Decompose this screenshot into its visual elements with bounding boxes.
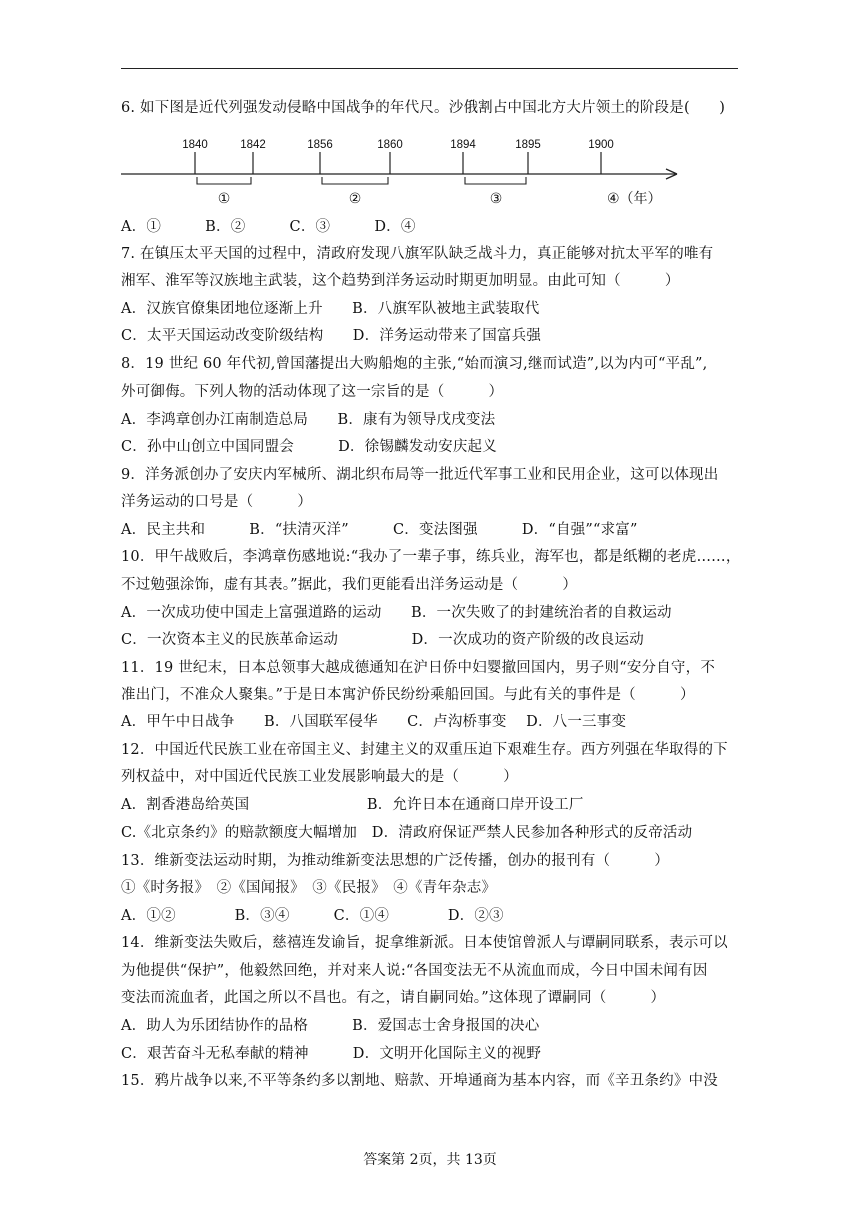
question-7-stem: 湘军、淮军等汉族地主武装，这个趋势到洋务运动时期更加明显。由此可知（ ） — [121, 273, 680, 289]
question-8-options: C．孙中山创立中国同盟会 D．徐锡麟发动安庆起义 — [121, 439, 497, 455]
question-11-options: A．甲午中日战争 B．八国联军侵华 C．卢沟桥事变 D．八一三事变 — [121, 714, 627, 730]
question-13-items: ①《时务报》 ②《国闻报》 ③《民报》 ④《青年杂志》 — [121, 880, 497, 896]
year-label: 1894 — [450, 139, 476, 151]
page-footer: 答案第 2页，共 13页 — [363, 1152, 497, 1168]
question-11-stem: 准出门，不准众人聚集。”于是日本寓沪侨民纷纷乘船回国。与此有关的事件是（ ） — [121, 687, 695, 703]
year-label: 1900 — [588, 139, 614, 151]
stage-label-3: ③ — [489, 190, 503, 206]
year-label: 1860 — [377, 139, 403, 151]
year-label: 1840 — [182, 139, 208, 151]
question-13-stem: 13．维新变法运动时期，为推动维新变法思想的广泛传播，创办的报刊有（ ） — [121, 853, 670, 869]
question-12-stem: 列权益中，对中国近代民族工业发展影响最大的是（ ） — [121, 769, 518, 785]
header-rule — [121, 68, 738, 69]
question-10-options: C．一次资本主义的民族革命运动 D．一次成功的资产阶级的改良运动 — [121, 632, 644, 648]
question-7-options: A．汉族官僚集团地位逐渐上升 B．八旗军队被地主武装取代 — [121, 301, 540, 317]
year-label: 1842 — [240, 139, 266, 151]
question-8-stem: 外可御侮。下列人物的活动体现了这一宗旨的是（ ） — [121, 384, 504, 400]
question-7-stem: 7. 在镇压太平天国的过程中，清政府发现八旗军队缺乏战斗力，真正能够对抗太平军的唯有 — [121, 246, 714, 262]
stage-label-4: ④（年） — [607, 190, 662, 206]
question-14-stem: 14．维新变法失败后，慈禧连发谕旨，捉拿维新派。日本使馆曾派人与谭嗣同联系，表示可以 — [121, 935, 728, 951]
question-7-options: C．太平天国运动改变阶级结构 D．洋务运动带来了国富兵强 — [121, 328, 542, 344]
question-11-stem: 11．19 世纪末，日本总领事大越成德通知在沪日侨中妇婴撤回国内，男子则“安分自守，不 — [121, 660, 716, 676]
question-15-stem: 15．鸦片战争以来,不平等条约多以割地、赔款、开埠通商为基本内容，而《辛丑条约》中没 — [121, 1073, 718, 1089]
question-10-stem: 不过勉强涂饰，虚有其表。”据此，我们更能看出洋务运动是（ ） — [121, 577, 578, 593]
question-14-stem: 为他提供“保护”，他毅然回绝，并对来人说:“各国变法无不从流血而成，今日中国未闻有因 — [121, 963, 708, 979]
timeline-figure — [121, 132, 686, 212]
question-14-stem: 变法而流血者，此国之所以不昌也。有之，请自嗣同始。”这体现了谭嗣同（ ） — [121, 990, 666, 1006]
question-8-stem: 8．19 世纪 60 年代初,曾国藩提出大购船炮的主张,“始而演习,继而试造”,以为内可“平乱”, — [121, 356, 708, 372]
question-9-stem: 洋务运动的口号是（ ） — [121, 494, 313, 510]
question-10-options: A．一次成功使中国走上富强道路的运动 B．一次失败了的封建统治者的自救运动 — [121, 605, 672, 621]
question-10-stem: 10．甲午战败后，李鸿章伤感地说:“我办了一辈子事，练兵业，海军也，都是纸糊的老虎……， — [121, 549, 741, 565]
stage-bracket-3 — [465, 177, 526, 184]
year-label: 1856 — [307, 139, 333, 151]
question-12-options: C.《北京条约》的赔款额度大幅增加 D．清政府保证严禁人民参加各种形式的反帝活动 — [121, 825, 693, 841]
stage-label-2: ② — [348, 190, 362, 206]
stage-label-1: ① — [217, 190, 231, 206]
question-9-options: A．民主共和 B．“扶清灭洋” C．变法图强 D．“自强”“求富” — [121, 522, 638, 538]
question-9-stem: 9．洋务派创办了安庆内军械所、湖北织布局等一批近代军事工业和民用企业，这可以体现出 — [121, 467, 719, 483]
question-8-options: A．李鸿章创办江南制造总局 B．康有为领导戊戌变法 — [121, 412, 496, 428]
question-6-options: A．① B．② C．③ D．④ — [121, 219, 416, 235]
stage-bracket-2 — [322, 177, 388, 184]
question-13-options: A．①② B．③④ C．①④ D．②③ — [121, 908, 504, 924]
stage-bracket-1 — [197, 177, 251, 184]
question-14-options: A．助人为乐团结协作的品格 B．爱国志士舍身报国的决心 — [121, 1018, 540, 1034]
year-ticks — [195, 152, 601, 174]
question-6-stem: 6. 如下图是近代列强发动侵略中国战争的年代尺。沙俄割占中国北方大片领土的阶段是( ) — [121, 100, 726, 116]
question-14-options: C．艰苦奋斗无私奉献的精神 D．文明开化国际主义的视野 — [121, 1046, 542, 1062]
year-label: 1895 — [515, 139, 541, 151]
question-12-options: A．割香港岛给英国 B．允许日本在通商口岸开设工厂 — [121, 797, 584, 813]
question-12-stem: 12．中国近代民族工业在帝国主义、封建主义的双重压迫下艰难生存。西方列强在华取得的下 — [121, 742, 728, 758]
